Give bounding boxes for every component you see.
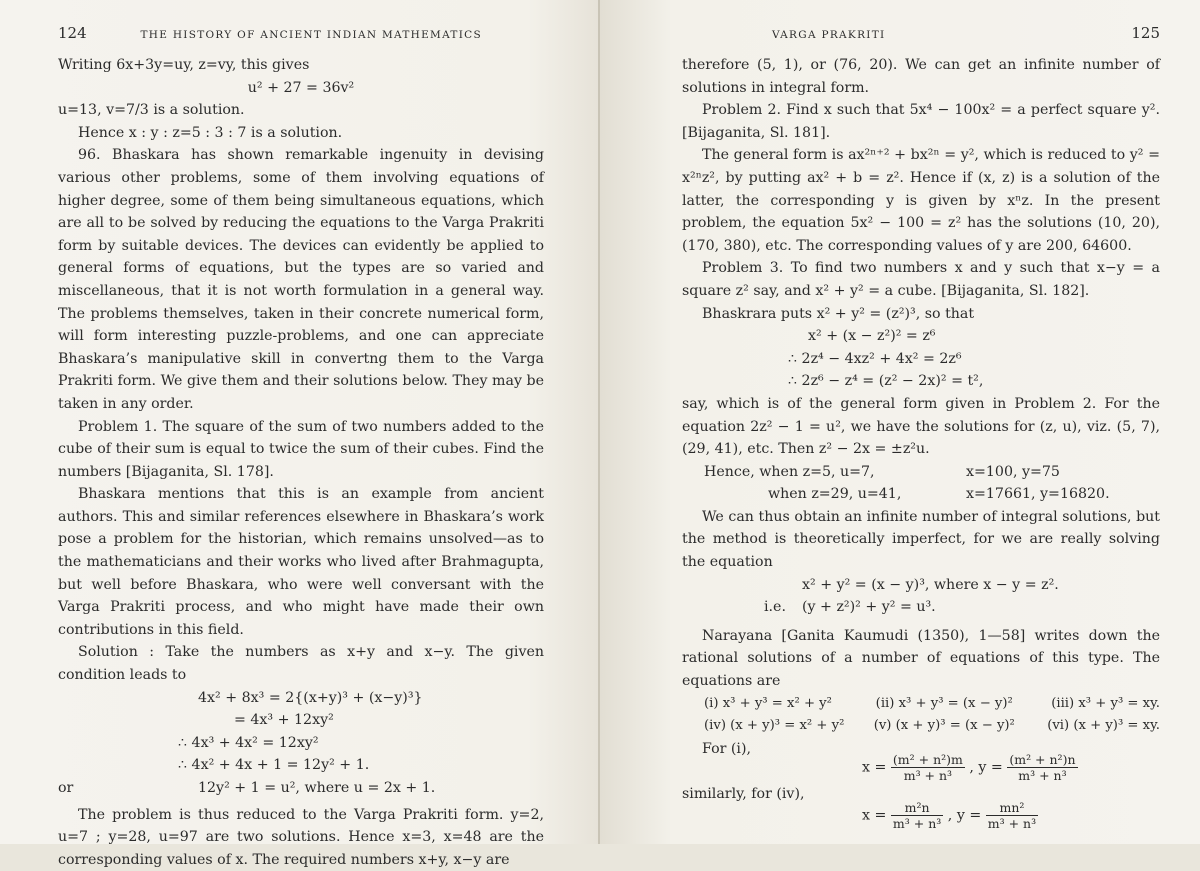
equation-row [58, 777, 544, 800]
solution-intro: Solution : Take the numbers as x+y and x−y. The given condition leads to [58, 644, 544, 684]
equation-row [682, 596, 1160, 619]
equation: u² + 27 = 36v² [247, 79, 355, 96]
equation-connector: i.e. [764, 599, 786, 616]
problem-2: Problem 2. Find x such that 5x⁴ − 100x² = a perfect square y². [Bijaganita, Sl. 181]. [682, 102, 1160, 141]
solution-condition: Hence, when z=5, u=7, [704, 463, 875, 480]
equation: ∴ 4x² + 4x + 1 = 12y² + 1. [178, 757, 370, 774]
paragraph: The general form is ax²ⁿ⁺² + bx²ⁿ = y², which is reduced to y² = x²ⁿz², by putting ax² + b = z². Hence if (x, z) is a solution of the latter, the corresponding y is given by xⁿz. In the present problem, the equation 5x² − 100 = z² has the solutions (10, 20), (170, 380), etc. The corresponding values of y are 200, 64600. [682, 147, 1160, 254]
paragraph: The problem is thus reduced to the Varga Prakriti form. y=2, u=7 ; y=28, u=97 are two solutions. Hence x=3, x=48 are the corresponding values of x. The required numbers x+y, x−y are [58, 806, 544, 868]
fraction [986, 800, 1038, 831]
fraction [891, 800, 943, 831]
equation-item: (iv) (x + y)³ = x² + y² [704, 718, 845, 734]
text-line: Bhaskrara puts x² + y² = (z²)³, so that [702, 305, 975, 322]
paragraph: say, which is of the general form given in Problem 2. For the equation 2z² − 1 = u², we have the solutions for (z, u), viz. (5, 7), (29, 41), etc. Then z² − 2x = ±z²u. [682, 395, 1160, 458]
running-head-right: VARGA PRAKRITI [772, 29, 886, 41]
equation: = 4x³ + 12xy² [234, 712, 334, 729]
equation: ∴ 4x³ + 4x² = 12xy² [178, 734, 319, 751]
solution-values: x=17661, y=16820. [966, 486, 1110, 503]
right-page-header [682, 22, 1160, 54]
solution-values: x=100, y=75 [966, 463, 1060, 480]
running-head-left: THE HISTORY OF ANCIENT INDIAN MATHEMATICS [140, 29, 482, 41]
paragraph: Narayana [Ganita Kaumudi (1350), 1—58] writes down the rational solutions of a number of equations of this type. The equations are [682, 627, 1160, 690]
denominator: m³ + n³ [892, 816, 942, 831]
formula-lhs: x = [862, 807, 887, 824]
paragraph: therefore (5, 1), or (76, 20). We can get an infinite number of solutions in integral form. [682, 57, 1160, 96]
equation-item: (ii) x³ + y³ = (x − y)² [875, 695, 1013, 711]
equation: ∴ 2z⁶ − z⁴ = (z² − 2x)² = t², [788, 373, 984, 390]
formula-lhs: x = [862, 759, 887, 776]
equation: ∴ 2z⁴ − 4xz² + 4x² = 2z⁶ [788, 350, 962, 367]
equation-item: (v) (x + y)³ = (x − y)² [873, 718, 1015, 734]
equation: x² + y² = (x − y)³, where x − y = z². [802, 576, 1059, 593]
solution-row [682, 461, 1160, 484]
page-number-left: 124 [58, 24, 87, 42]
problem-3: Problem 3. To find two numbers x and y such that x−y = a square z² say, and x² + y² = a cube. [Bijaganita, Sl. 182]. [682, 260, 1160, 299]
solution-row [682, 483, 1160, 506]
equation-block [58, 687, 544, 777]
paragraph-96: 96. Bhaskara has shown remarkable ingenuity in devising various other problems, some of them involving equations of higher degree, some of them being simultaneous equations, which are all to be solved by reducing the equations to the Varga Prakriti form by suitable devices. The devices can evidently be applied to general forms of equations, but the types are so varied and miscellaneous, that it is not worth formulation in a general way. The problems themselves, taken in their concrete numerical form, will form interesting puzzle-problems, and one can appreciate Bhaskara’s manipulative skill in convertng them to the Varga Prakriti form. We give them and their solutions below. They may be taken in any order. [58, 147, 544, 412]
right-page [600, 0, 1200, 844]
equation: (y + z²)² + y² = u³. [802, 599, 936, 616]
numerator: m²n [891, 800, 943, 816]
equation-item: (i) x³ + y³ = x² + y² [704, 695, 832, 711]
equation: x² + (x − z²)² = z⁶ [808, 328, 936, 345]
numerator: mn² [986, 800, 1038, 816]
equation: 4x² + 8x³ = 2{(x+y)³ + (x−y)³} [198, 689, 423, 706]
equation: 12y² + 1 = u², where u = 2x + 1. [198, 780, 436, 796]
denominator: m³ + n³ [1018, 768, 1067, 784]
paragraph: We can thus obtain an infinite number of integral solutions, but the method is theoretically imperfect, for we are really solving the equation [682, 508, 1160, 571]
text-line: similarly, for (iv), [682, 786, 805, 803]
text-line: Hence x : y : z=5 : 3 : 7 is a solution. [78, 124, 343, 141]
text-line: For (i), [702, 740, 752, 757]
equation-item: (iii) x³ + y³ = xy. [1051, 695, 1160, 711]
denominator: m³ + n³ [987, 816, 1037, 831]
text-line: Writing 6x+3y=uy, z=vy, this gives [58, 57, 310, 73]
equation-list-row [682, 715, 1160, 738]
text-line: u=13, v=7/3 is a solution. [58, 102, 245, 119]
equation-item: (vi) (x + y)³ = xy. [1047, 718, 1160, 734]
paragraph: Bhaskara mentions that this is an example from ancient authors. This and similar references elsewhere in Bhaskara’s work pose a problem for the historian, which remains unsolved—as to the mathematicians and their works who lived after Brahmagupta, but well before Bhaskara, who were well conversant with the Varga Prakriti process, and who might have made their own contributions in this field. [58, 486, 544, 638]
denominator: m³ + n³ [903, 768, 953, 784]
formula-lhs: , y = [969, 759, 1003, 776]
fraction [1007, 752, 1077, 783]
equation-block [682, 325, 1160, 393]
page-number-right: 125 [1131, 24, 1160, 42]
problem-1: Problem 1. The square of the sum of two numbers added to the cube of their sum is equal to twice the sum of their cubes. Find the numbers [Bijaganita, Sl. 178]. [58, 418, 544, 480]
numerator: (m² + n²)m [892, 752, 963, 768]
formula-lhs: , y = [947, 807, 982, 824]
formula-block [682, 752, 1160, 783]
fraction [891, 752, 965, 783]
left-page-header [58, 22, 544, 54]
equation-list-row [682, 693, 1160, 716]
solution-condition: when z=29, u=41, [768, 486, 902, 503]
numerator: (m² + n²)n [1009, 752, 1076, 768]
equation-connector: or [58, 780, 74, 796]
left-page [0, 0, 600, 868]
